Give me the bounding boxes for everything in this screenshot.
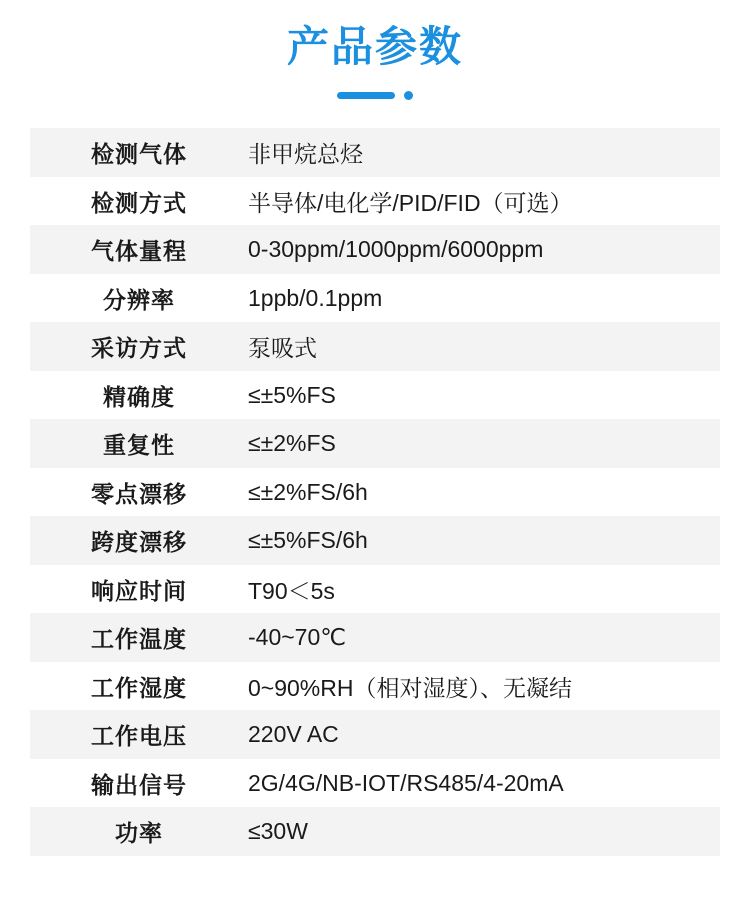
table-row: [30, 274, 720, 323]
spec-label: 功率: [115, 820, 163, 847]
spec-table-wrapper: [30, 128, 720, 856]
spec-label: 响应时间: [91, 577, 187, 604]
spec-label: 气体量程: [91, 238, 187, 265]
spec-value: 0~90%RH（相对湿度）、无凝结: [248, 674, 572, 701]
spec-value: ≤±5%FS/6h: [248, 527, 368, 554]
spec-value: 泵吸式: [248, 335, 317, 362]
table-row: [30, 710, 720, 759]
table-row: [30, 516, 720, 565]
divider-bar-icon: [337, 92, 395, 99]
table-row: [30, 468, 720, 517]
spec-label: 零点漂移: [91, 480, 187, 507]
spec-value: T90＜5s: [248, 577, 335, 604]
spec-label: 重复性: [103, 432, 175, 459]
divider-dot-icon: [404, 91, 413, 100]
spec-label: 工作湿度: [91, 674, 187, 701]
spec-value: 220V AC: [248, 721, 339, 748]
spec-label: 跨度漂移: [91, 529, 187, 556]
spec-label: 分辨率: [103, 286, 175, 313]
spec-value: ≤±2%FS/6h: [248, 478, 368, 505]
table-row: [30, 225, 720, 274]
spec-label: 检测方式: [91, 189, 187, 216]
spec-label: 采访方式: [91, 335, 187, 362]
spec-label: 工作电压: [91, 723, 187, 750]
spec-table-body: [30, 128, 720, 856]
table-row: [30, 565, 720, 614]
spec-table: [30, 128, 720, 856]
spec-value: -40~70℃: [248, 624, 347, 651]
table-row: [30, 613, 720, 662]
table-row: [30, 807, 720, 856]
table-row: [30, 419, 720, 468]
spec-value: ≤±2%FS: [248, 430, 336, 457]
table-row: [30, 759, 720, 808]
table-row: [30, 177, 720, 226]
spec-label: 工作温度: [91, 626, 187, 653]
table-row: [30, 128, 720, 177]
spec-value: 0-30ppm/1000ppm/6000ppm: [248, 236, 544, 263]
spec-value: 1ppb/0.1ppm: [248, 284, 383, 311]
page-title: 产品参数: [286, 23, 463, 70]
spec-value: 半导体/电化学/PID/FID（可选）: [248, 189, 573, 216]
spec-label: 精确度: [103, 383, 175, 410]
spec-value: 非甲烷总烃: [248, 141, 363, 168]
spec-label: 输出信号: [91, 771, 187, 798]
spec-value: 2G/4G/NB-IOT/RS485/4-20mA: [248, 769, 564, 796]
spec-value: ≤±5%FS: [248, 381, 336, 408]
table-row: [30, 662, 720, 711]
title-divider: [0, 88, 750, 102]
page-header: [0, 0, 750, 102]
spec-label: 检测气体: [91, 141, 187, 168]
table-row: [30, 322, 720, 371]
table-row: [30, 371, 720, 420]
spec-value: ≤30W: [248, 818, 308, 845]
